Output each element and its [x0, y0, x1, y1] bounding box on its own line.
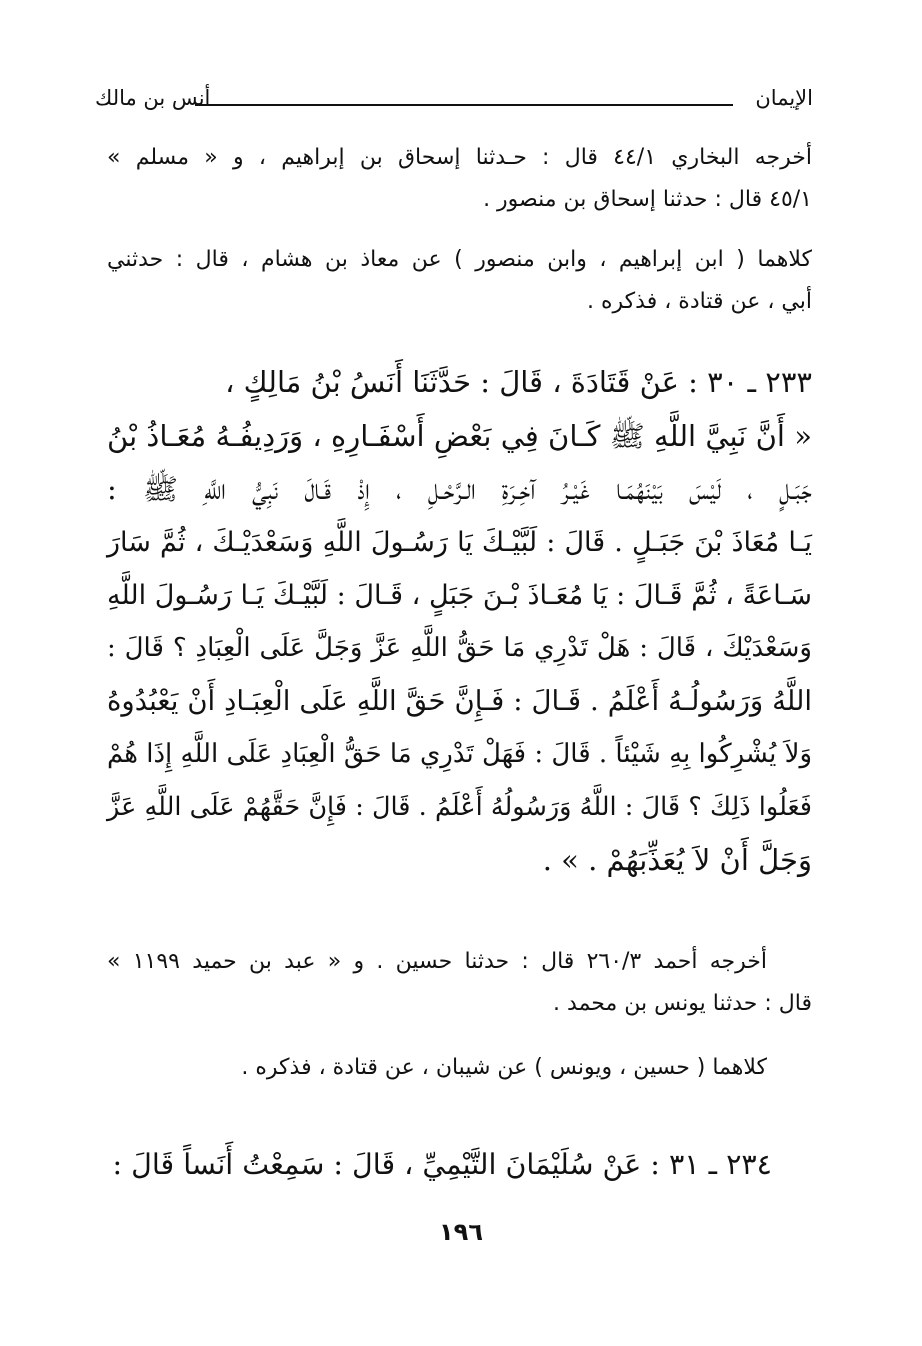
takhrij-note-1-cont: [107, 180, 812, 220]
hadith-line: اللَّهُ وَرَسُولُـهُ أَعْلَمُ . قَـالَ : فَـإِنَّ حَقَّ اللَّهِ عَلَى الْعِبَـادِ أَنْ يَعْبُدُوهُ: [107, 685, 812, 717]
note-line: ٤٥/١ قال : حدثنا إسحاق بن منصور .: [483, 187, 812, 212]
hadith-line: جَبَـلٍ ، لَيْسَ بَيْنَهُمَـا غَيْـرُ آخِـرَةِ الـرَّحْـلِ ، إِذْ قَـالَ نَبِيُّ اللَّهِ ﷺ :: [107, 472, 812, 506]
page-number: ١٩٦: [439, 1218, 483, 1246]
hadith-heading: ٢٣٣ ـ ٣٠ : عَنْ قَتَادَةَ ، قَالَ : حَدَّثَنَا أَنَسُ بْنُ مَالِكٍ ،: [225, 365, 812, 399]
note-line: أبي ، عن قتادة ، فذكره .: [587, 289, 812, 314]
hadith-line: « أَنَّ نَبِيَّ اللَّهِ ﷺ كَـانَ فِي بَعْضِ أَسْفَـارِهِ ، وَرَدِيفُـهُ مُعَـاذُ بْنُ: [107, 419, 812, 453]
hadith-heading: ٢٣٤ ـ ٣١ : عَنْ سُلَيْمَانَ التَّيْمِيِّ ، قَالَ : سَمِعْتُ أَنَساً قَالَ :: [112, 1148, 772, 1181]
hadith-line: وَجَلَّ أَنْ لاَ يُعَذِّبَهُمْ . » .: [542, 843, 812, 877]
hadith-line: فَعَلُوا ذَلِكَ ؟ قَالَ : اللَّهُ وَرَسُولُهُ أَعْلَمُ . قَالَ : فَإِنَّ حَقَّهُمْ عَلَى اللَّهِ عَزَّ: [107, 792, 812, 822]
hadith-line: سَـاعَةً ، ثُمَّ قَـالَ : يَا مُعَـاذَ بْـنَ جَبَلٍ ، قَـالَ : لَبَّيْـكَ يَـا رَسُـولَ اللَّهِ: [107, 580, 812, 611]
note-line: قال : حدثنا يونس بن محمد .: [553, 991, 812, 1016]
header-rule: [195, 104, 733, 106]
takhrij-note-2: [107, 942, 767, 982]
takhrij-note-1: [107, 138, 812, 178]
running-header: [95, 82, 813, 116]
chapter-title: الإيمان: [755, 86, 813, 110]
takhrij-note-2-cont: [107, 984, 812, 1024]
note-line: كلاهما ( حسين ، ويونس ) عن شيبان ، عن قتادة ، فذكره .: [241, 1055, 767, 1080]
hadith-line: وَلاَ يُشْرِكُوا بِهِ شَيْئاً . قَالَ : فَهَلْ تَدْرِي مَا حَقُّ الْعِبَادِ عَلَى اللَّهِ إِذَا هُمْ: [106, 739, 812, 769]
note-line: أخرجه أحمد ٢٦٠/٣ قال : حدثنا حسين . و « عبد بن حميد ١١٩٩ »: [107, 949, 768, 974]
hadith-233-heading: [107, 356, 812, 409]
hadith-233-text: [107, 410, 812, 834]
note-line: أخرجه البخاري ٤٤/١ قال : حـدثنا إسحاق بن إبراهيم ، و « مسلم »: [107, 145, 812, 170]
isnad-note-1-cont: [107, 282, 812, 322]
note-line: كلاهما ( ابن إبراهيم ، وابن منصور ) عن معاذ بن هشام ، قال : حدثني: [107, 247, 812, 272]
hadith-line: يَـا مُعَاذَ بْنَ جَبَـلٍ . قَالَ : لَبَّيْـكَ يَا رَسُـولَ اللَّهِ وَسَعْدَيْـكَ ، ثُمَّ سَارَ: [107, 527, 812, 558]
hadith-234-heading: [107, 1138, 772, 1191]
isnad-note-2: [107, 1048, 767, 1088]
narrator-title: أنس بن مالك: [95, 86, 211, 110]
hadith-233-end: [107, 834, 812, 887]
hadith-line: وَسَعْدَيْكَ ، قَالَ : هَلْ تَدْرِي مَا حَقُّ اللَّهِ عَزَّ وَجَلَّ عَلَى الْعِبَادِ ؟ قَالَ :: [107, 633, 812, 663]
isnad-note-1: [107, 240, 812, 280]
